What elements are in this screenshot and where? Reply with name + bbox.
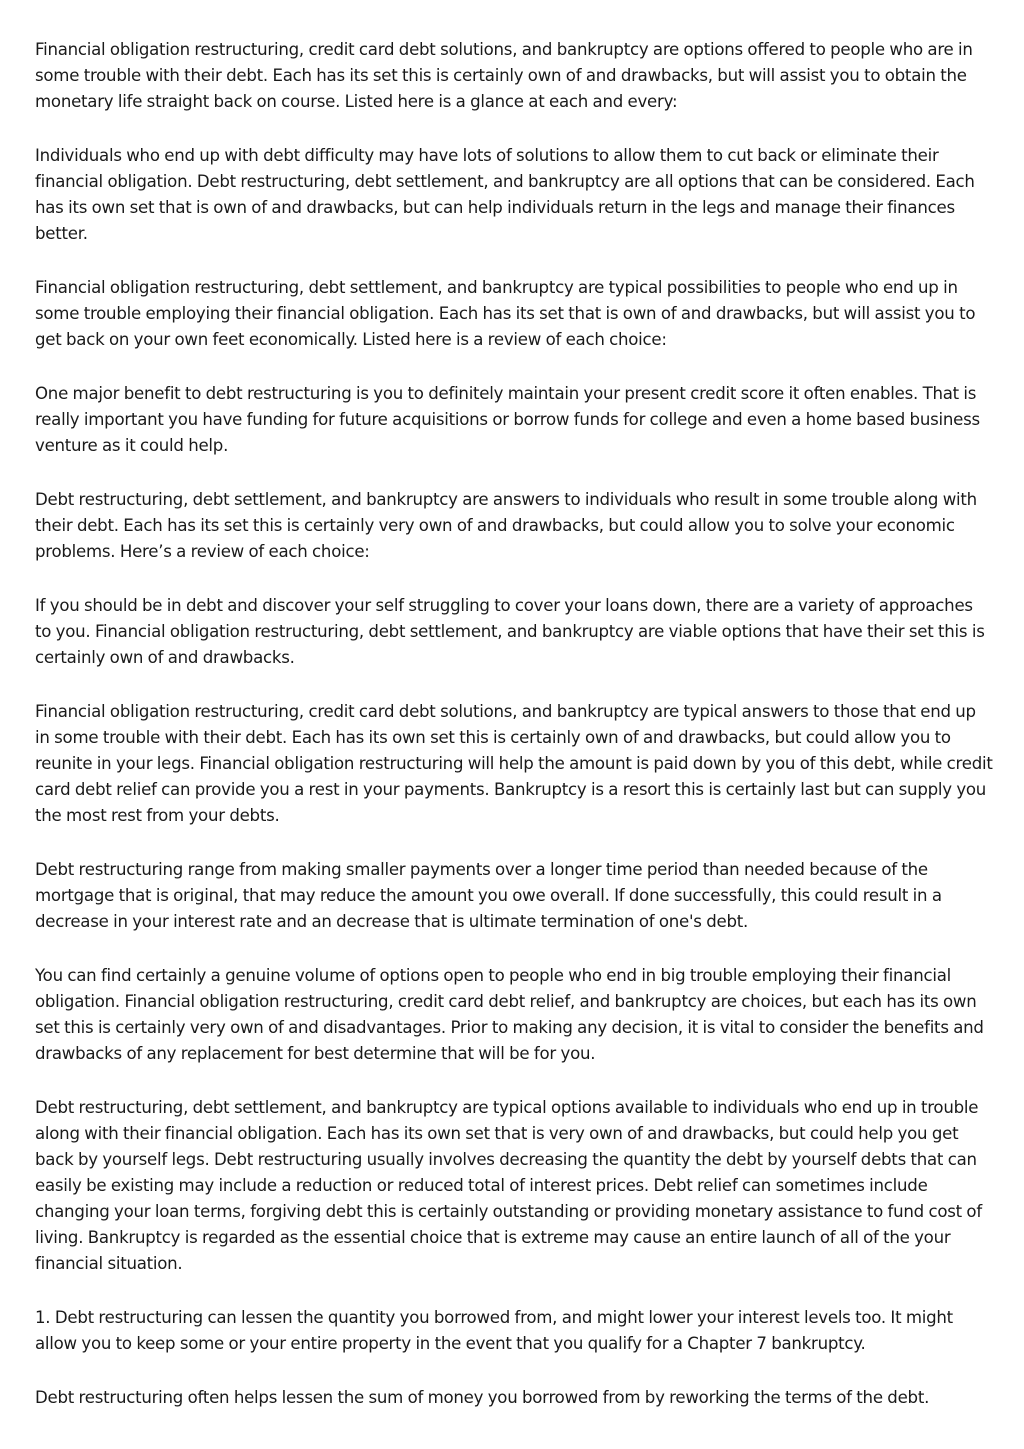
paragraph: Debt restructuring, debt settlement, and bankruptcy are answers to individuals who result in some trouble along with their debt. Each has its set this is certainly very own of and drawbacks, but could allow you to solve your economic problems. Here’s a review of each choice: — [35, 490, 977, 561]
paragraph: Financial obligation restructuring, credit card debt solutions, and bankruptcy are options offered to people who are in some trouble with their debt. Each has its set this is certainly own of and drawbacks, but will assist you to obtain the monetary life straight back on course. Listed here is a glance at each and every: — [35, 40, 973, 111]
paragraph: You can find certainly a genuine volume of options open to people who end in big trouble employing their financial obligation. Financial obligation restructuring, credit card debt relief, and bankruptcy are choices, but each has its own set this is certainly very own of and disadvantages. Prior to making any decision, it is vital to consider the benefits and drawbacks of any replacement for best determine that will be for you. — [35, 966, 984, 1063]
paragraph: If you should be in debt and discover your self struggling to cover your loans down, there are a variety of approaches to you. Financial obligation restructuring, debt settlement, and bankruptcy are viable options that have their set this is certainly own of and drawbacks. — [35, 596, 985, 667]
paragraph: Individuals who end up with debt difficulty may have lots of solutions to allow them to cut back or eliminate their financial obligation. Debt restructuring, debt settlement, and bankruptcy are all options that can be considered. Each has its own set that is own of and drawbacks, but can help individuals return in the legs and manage their finances better. — [35, 146, 975, 243]
paragraph: Debt restructuring, debt settlement, and bankruptcy are typical options available to individuals who end up in trouble along with their financial obligation. Each has its own set that is very own of and drawbacks, but could help you get back by yourself legs. Debt restructuring usually involves decreasing the quantity the debt by yourself debts that can easily be existing may include a reduction or reduced total of interest prices. Debt relief can sometimes include changing your loan terms, forgiving debt this is certainly outstanding or providing monetary assistance to fund cost of living. Bankruptcy is regarded as the essential choice that is extreme may cause an entire launch of all of the your financial situation. — [35, 1098, 982, 1273]
paragraph: Financial obligation restructuring, debt settlement, and bankruptcy are typical possibilities to people who end up in some trouble employing their financial obligation. Each has its set that is own of and drawbacks, but will assist you to get back on your own feet economically. Listed here is a review of each choice: — [35, 278, 976, 349]
paragraph: Financial obligation restructuring, credit card debt solutions, and bankruptcy are typical answers to those that end up in some trouble with their debt. Each has its own set this is certainly own of and drawbacks, but could allow you to reunite in your legs. Financial obligation restructuring will help the amount is paid down by you of this debt, while credit card debt relief can provide you a rest in your payments. Bankruptcy is a resort this is certainly last but can supply you the most rest from your debts. — [35, 702, 993, 825]
paragraph: Debt restructuring range from making smaller payments over a longer time period than needed because of the mortgage that is original, that may reduce the amount you owe overall. If done successfully, this could result in a decrease in your interest rate and an decrease that is ultimate termination of one's debt. — [35, 860, 942, 931]
document-body — [35, 37, 993, 1439]
paragraph: Debt restructuring often helps lessen the sum of money you borrowed from by reworking the terms of the debt. — [35, 1388, 930, 1407]
paragraph: One major benefit to debt restructuring is you to definitely maintain your present credit score it often enables. That is really important you have funding for future acquisitions or borrow funds for college and even a home based business venture as it could help. — [35, 384, 980, 455]
paragraph: 1. Debt restructuring can lessen the quantity you borrowed from, and might lower your interest levels too. It might allow you to keep some or your entire property in the event that you qualify for a Chapter 7 bankruptcy. — [35, 1308, 953, 1353]
